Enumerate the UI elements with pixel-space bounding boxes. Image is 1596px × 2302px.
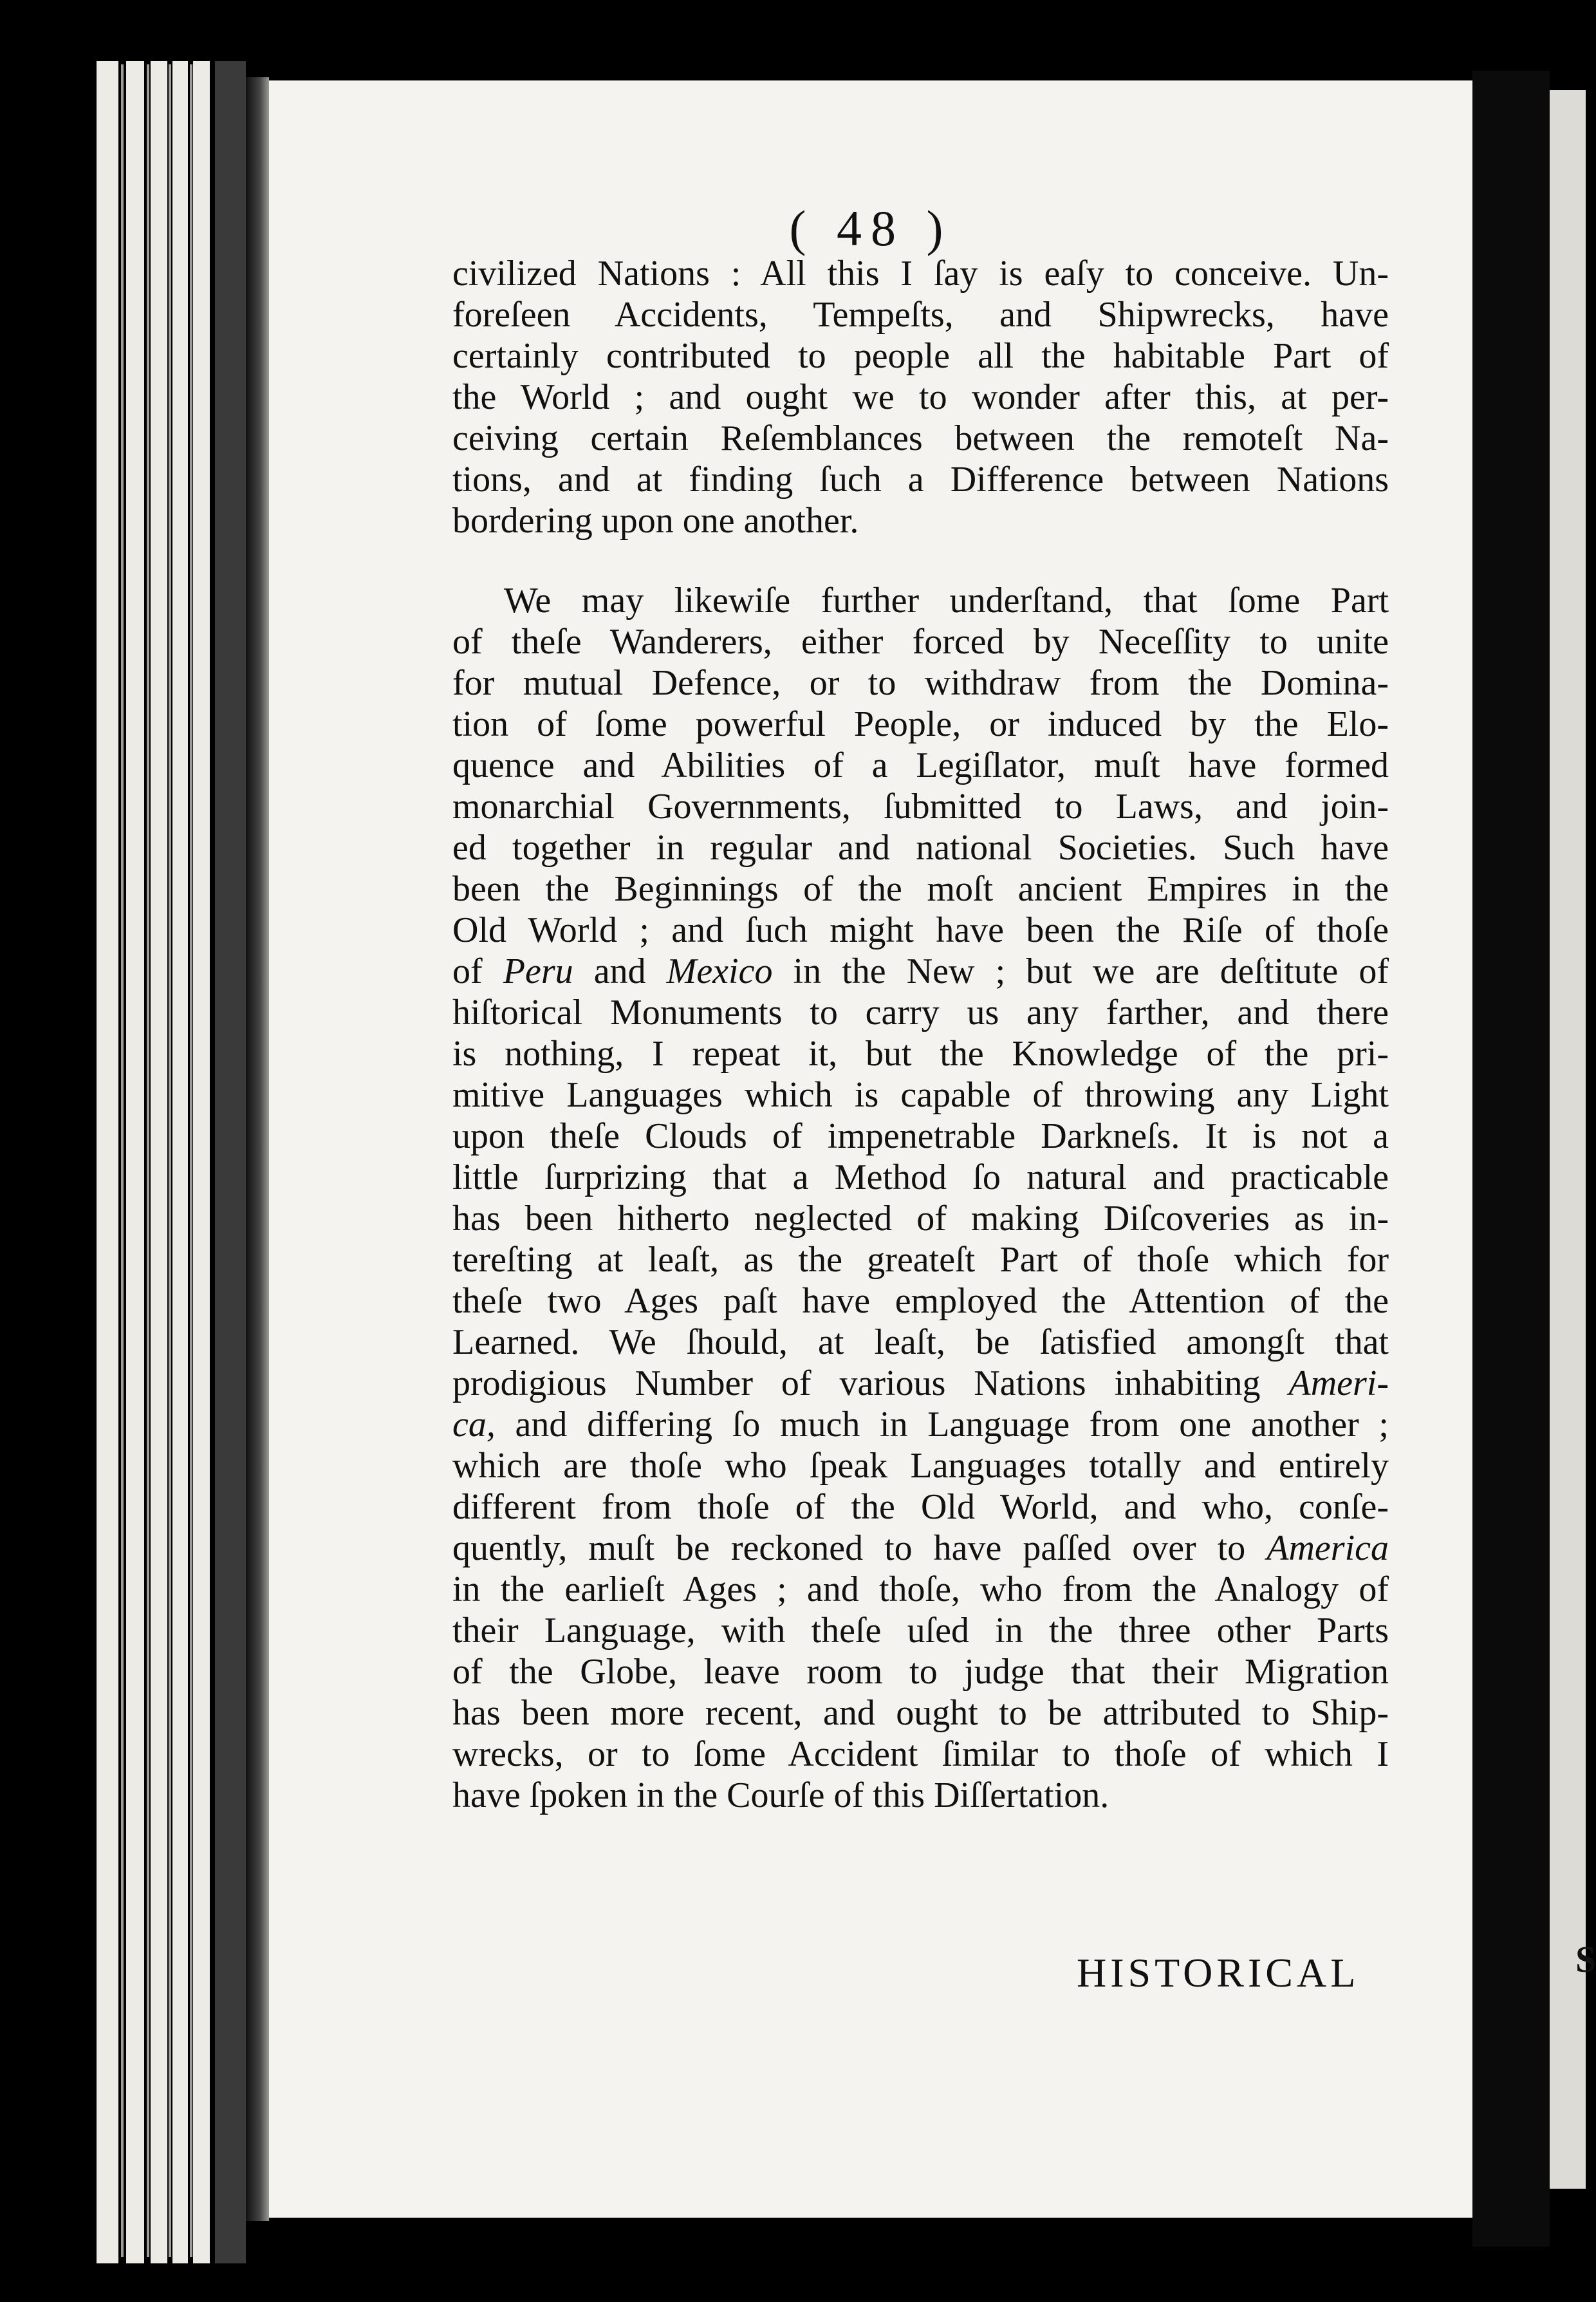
text-line: has been hitherto neglected of making Diſcoveries as in- <box>452 1199 1389 1239</box>
text-line: mitive Languages which is capable of throwing any Light <box>452 1075 1389 1115</box>
text-line: has been more recent, and ought to be attributed to Ship- <box>452 1693 1389 1733</box>
text-line: wrecks, or to ſome Accident ſimilar to thoſe of which I <box>452 1734 1389 1774</box>
book-page <box>269 80 1472 2218</box>
catchword: HISTORICAL <box>1077 1950 1360 1996</box>
text-line: of the Globe, leave room to judge that their Migration <box>452 1652 1389 1692</box>
page-edge <box>126 61 144 2263</box>
text-line: tereſting at leaſt, as the greateſt Part of thoſe which for <box>452 1240 1389 1280</box>
page-edge-dark <box>215 61 246 2263</box>
text-line: been the Beginnings of the moſt ancient Empires in the <box>452 869 1389 909</box>
text-line: tions, and at finding ſuch a Difference between Nations <box>452 460 1389 500</box>
paragraph-2 <box>452 580 1389 1816</box>
text-line: different from thoſe of the Old World, and who, conſe- <box>452 1487 1389 1527</box>
text-line: upon theſe Clouds of impenetrable Darkneſs. It is not a <box>452 1116 1389 1156</box>
page-edge <box>151 61 167 2263</box>
page-edge-line <box>169 64 171 2257</box>
page-edge-line <box>190 64 192 2257</box>
next-page-letter: S <box>1575 1938 1596 1980</box>
text-line: theſe two Ages paſt have employed the Attention of the <box>452 1281 1389 1321</box>
text-line: foreſeen Accidents, Tempeſts, and Shipwrecks, have <box>452 295 1389 335</box>
text-line: prodigious Number of various Nations inhabiting Ameri- <box>452 1363 1389 1403</box>
text-line: the World ; and ought we to wonder after this, at per- <box>452 377 1389 417</box>
text-line: We may likewiſe further underſtand, that ſome Part <box>504 581 1389 621</box>
page-edge <box>172 61 188 2263</box>
text-line: is nothing, I repeat it, but the Knowledge of the pri- <box>452 1034 1389 1074</box>
paragraph-gap <box>452 541 1389 580</box>
page-edge <box>193 61 210 2263</box>
text-line: ed together in regular and national Societies. Such have <box>452 828 1389 868</box>
text-line: Old World ; and ſuch might have been the Riſe of thoſe <box>452 910 1389 950</box>
text-line: little ſurprizing that a Method ſo natural and practicable <box>452 1157 1389 1197</box>
paragraph-1 <box>452 253 1389 541</box>
text-line: tion of ſome powerful People, or induced by the Elo- <box>452 704 1389 744</box>
gutter-shadow <box>246 77 269 2221</box>
next-page-edge <box>1550 90 1586 2189</box>
page-edge-line <box>147 64 149 2257</box>
page-edge-line <box>121 64 124 2257</box>
binding-shadow <box>1472 71 1550 2247</box>
text-line: of theſe Wanderers, either forced by Neceſſity to unite <box>452 622 1389 662</box>
text-line: Learned. We ſhould, at leaſt, be ſatisfied amongſt that <box>452 1322 1389 1362</box>
body-text <box>452 253 1389 1816</box>
text-line: ca, and differing ſo much in Language from one another ; <box>452 1405 1389 1445</box>
text-line: for mutual Defence, or to withdraw from the Domina- <box>452 663 1389 703</box>
text-line: certainly contributed to people all the habitable Part of <box>452 336 1389 376</box>
text-line: of Peru and Mexico in the New ; but we are deſtitute of <box>452 951 1389 991</box>
text-line: in the earlieſt Ages ; and thoſe, who from the Analogy of <box>452 1569 1389 1609</box>
text-line: monarchial Governments, ſubmitted to Laws, and join- <box>452 787 1389 827</box>
text-line: their Language, with theſe uſed in the three other Parts <box>452 1611 1389 1651</box>
text-line: ceiving certain Reſemblances between the remoteſt Na- <box>452 418 1389 458</box>
text-line: have ſpoken in the Courſe of this Diſſertation. <box>452 1775 1109 1815</box>
text-line: which are thoſe who ſpeak Languages totally and entirely <box>452 1446 1389 1486</box>
text-line: quently, muſt be reckoned to have paſſed over to America <box>452 1528 1389 1568</box>
text-line: civilized Nations : All this I ſay is eaſy to conceive. Un- <box>452 254 1389 294</box>
text-line: hiſtorical Monuments to carry us any farther, and there <box>452 993 1389 1033</box>
page-edge <box>97 61 118 2263</box>
page-number: ( 48 ) <box>789 200 952 256</box>
text-line: bordering upon one another. <box>452 501 859 541</box>
text-line: quence and Abilities of a Legiſlator, muſt have formed <box>452 745 1389 785</box>
